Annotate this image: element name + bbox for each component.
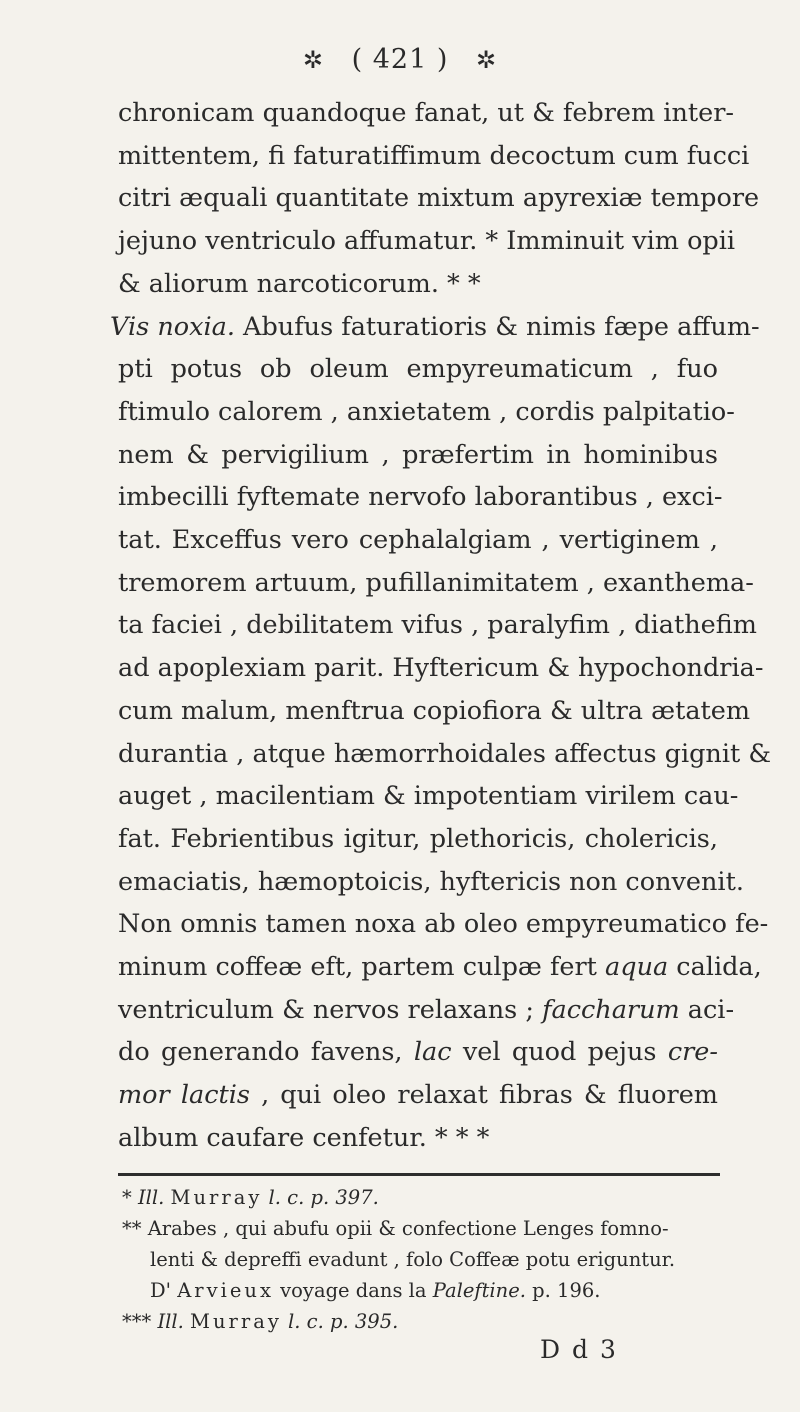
text-line: chronicam quandoque fanat, ut & febrem inter- — [118, 98, 735, 128]
text-line: cum malum, menftrua copiofiora & ultra ætatem — [118, 695, 751, 726]
paragraph-3 — [118, 903, 769, 1159]
text-line: Vis noxia. Abufus faturatioris & nimis fæpe affum- — [110, 311, 760, 342]
text-line: citri æquali quantitate mixtum apyrexiæ tempore — [118, 183, 760, 214]
footnote-2-cont: D' Arvieux voyage dans la Paleftine. p. 196. — [150, 1279, 601, 1302]
text-line: emaciatis, hæmoptoicis, hyftericis non convenit. — [118, 866, 744, 897]
footnote-1: * Ill. Murray l. c. p. 397. — [122, 1186, 379, 1209]
text-line: pti potus ob oleum empyreumaticum , fuo — [118, 354, 718, 385]
text-line: nem & pervigilium , præfertim in hominibus — [118, 439, 718, 470]
ornament-right-icon: ✲ — [475, 46, 498, 74]
paragraph-2 — [110, 306, 772, 904]
text-line: minum coffeæ eft, partem culpæ fert aqua calida, — [118, 952, 762, 983]
text-line: album caufare cenfetur. * * * — [118, 1122, 490, 1153]
text-line: imbecilli fyftemate nervofo laborantibus , exci- — [118, 482, 723, 513]
text-line: tat. Exceffus vero cephalalgiam , vertiginem , — [118, 525, 718, 556]
ornament-left-icon: ✲ — [302, 46, 325, 74]
main-text — [110, 92, 772, 1160]
text-line: ta faciei , debilitatem vifus , paralyfim , diathefim — [118, 610, 757, 641]
text-line: ventriculum & nervos relaxans ; faccharum aci- — [118, 994, 735, 1025]
signature-mark: D d 3 — [540, 1335, 618, 1364]
footnote-2: ** Arabes , qui abufu opii & confectione Lenges fomno- — [122, 1217, 669, 1240]
text-line: mittentem, fi faturatiffimum decoctum cum fucci — [118, 140, 750, 171]
paragraph-1 — [118, 92, 760, 306]
text-line: Non omnis tamen noxa ab oleo empyreumatico fe- — [118, 909, 769, 940]
text-line: jejuno ventriculo affumatur. * Imminuit vim opii — [118, 226, 736, 257]
footnote-2-cont: lenti & depreffi evadunt , folo Coffeæ potu eriguntur. — [150, 1248, 676, 1271]
text-line: tremorem artuum, pufillanimitatem , exanthema- — [118, 567, 754, 598]
page-number: ( 421 ) — [351, 44, 449, 75]
text-line: auget , macilentiam & impotentiam virilem cau- — [118, 781, 739, 812]
text-line: mor lactis , qui oleo relaxat fibras & fluorem — [118, 1080, 718, 1111]
text-line: ad apoplexiam parit. Hyftericum & hypochondria- — [118, 653, 764, 684]
running-header — [0, 44, 800, 75]
section-heading: Vis noxia. — [110, 311, 235, 342]
footnote-rule — [118, 1173, 720, 1176]
text-line: do generando favens, lac vel quod pejus cre- — [118, 1037, 719, 1068]
footnote-3: *** Ill. Murray l. c. p. 395. — [122, 1310, 399, 1333]
text-line: ftimulo calorem , anxietatem , cordis palpitatio- — [118, 396, 735, 427]
text-line: fat. Febrientibus igitur, plethoricis, cholericis, — [118, 823, 718, 854]
text-line: & aliorum narcoticorum. * * — [118, 268, 481, 299]
footnotes — [122, 1182, 722, 1337]
text-line: durantia , atque hæmorrhoidales affectus gignit & — [118, 738, 772, 769]
